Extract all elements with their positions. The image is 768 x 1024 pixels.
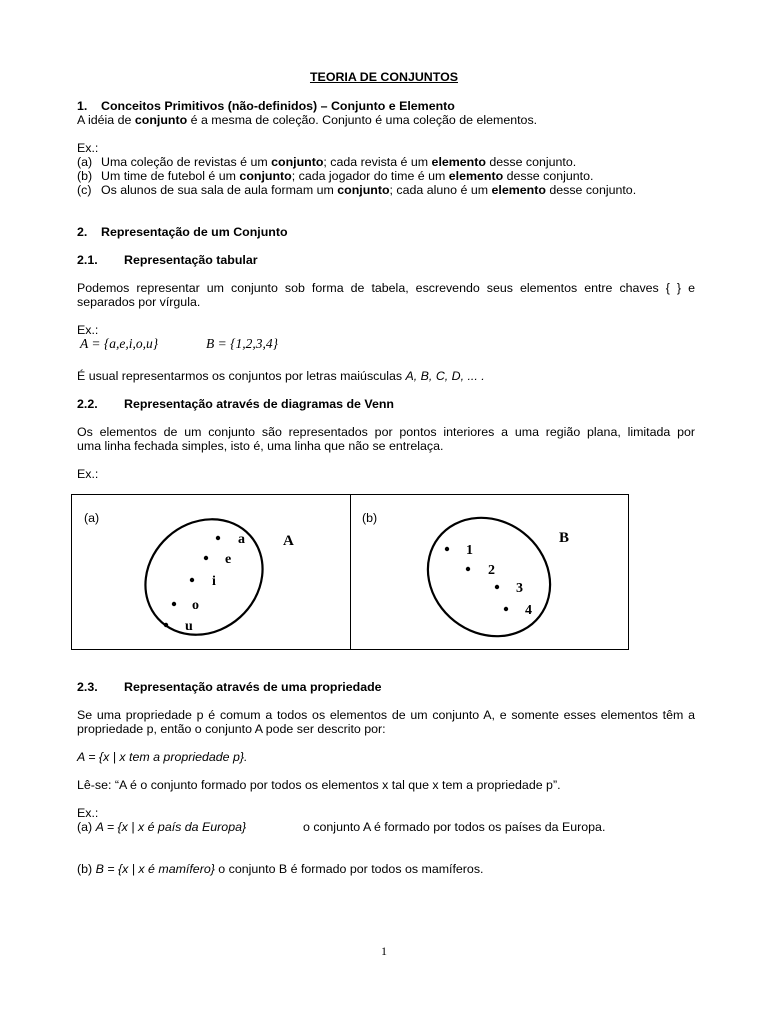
diagram-b-label: (b) [362,511,378,525]
italic-letters: A, B, C, D, ... . [405,369,485,383]
formula: A = {x | x tem a propriedade p}. [77,750,248,764]
section-2-heading [77,225,288,239]
list-item [77,155,576,169]
element-dot [445,547,449,551]
text: desse conjunto. [485,155,577,169]
element-dot [495,585,499,589]
text: é a mesma de coleção. Conjunto é uma coleção de elementos. [187,113,538,127]
paragraph-line: propriedade p, então o conjunto A pode ser descrito por: [77,722,386,736]
element-label: 2 [488,563,495,578]
element-label: o [192,598,199,613]
text: ; cada revista é um [323,155,432,169]
text: ; cada aluno é um [389,183,492,197]
element-dot [466,567,470,571]
example-label: Ex.: [77,467,99,481]
bold-term: conjunto [337,183,390,197]
list-item [77,183,636,197]
page-number: 1 [381,944,387,958]
paragraph-line: Se uma propriedade p é comum a todos os elementos de um conjunto A, e somente esses elementos têm a [77,708,695,722]
set-a-tabular [80,337,158,351]
section-title: Representação tabular [124,253,258,267]
element-label: i [212,574,216,589]
section-number: 2.3. [77,680,98,694]
section-title: Conceitos Primitivos (não-definidos) – Conjunto e Elemento [101,99,455,113]
element-dot [190,578,194,582]
example-label: Ex.: [77,141,99,155]
item-tag: (a) [77,820,96,834]
text: Um time de futebol é um [101,169,240,183]
section-2-1-heading [77,253,258,267]
formula: A = {a,e,i,o,u} [80,336,159,351]
formula: B = {1,2,3,4} [206,336,279,351]
section-title: Representação de um Conjunto [101,225,288,239]
example-label: Ex.: [77,806,99,820]
element-label: u [185,619,193,634]
venn-svg [72,495,628,649]
venn-diagrams-box [71,494,629,650]
bold-term: elemento [448,169,504,183]
section-number: 1. [77,99,88,113]
formula: A = {x | x é país da Europa} [95,820,247,834]
example-label: Ex.: [77,323,99,337]
section-title: Representação através de diagramas de Venn [124,397,394,411]
item-tag: (c) [77,183,92,197]
element-label: 1 [466,543,473,558]
text: A idéia de [77,113,135,127]
text: desse conjunto. [545,183,637,197]
example-a [77,820,246,834]
section-2-2-heading [77,397,394,411]
element-dot [204,556,208,560]
section-number: 2.1. [77,253,98,267]
bold-term: conjunto [271,155,324,169]
text: Uma coleção de revistas é um [101,155,272,169]
formula: B = {x | x é mamífero} [95,862,215,876]
paragraph-line: separados por vírgula. [77,295,201,309]
bold-term: conjunto [239,169,292,183]
text: Os alunos de sua sala de aula formam um [101,183,338,197]
diagram-a-label: (a) [84,511,100,525]
element-dot [172,602,176,606]
element-label: e [225,552,232,567]
bold-term: elemento [431,155,486,169]
text: ; cada jogador do time é um [291,169,449,183]
item-tag: (b) [77,169,93,183]
text: É usual representarmos os conjuntos por letras maiúsculas [77,369,406,383]
section-title: Representação através de uma propriedade [124,680,382,694]
paragraph-line [77,369,485,383]
bold-term: conjunto [134,113,188,127]
element-dot [164,623,168,627]
set-b-tabular [206,337,278,351]
section-2-3-heading [77,680,382,694]
item-tag: (b) [77,862,96,876]
element-label: a [238,532,245,547]
paragraph-line: uma linha fechada simples, isto é, uma linha que não se entrelaça. [77,439,444,453]
page-title: TEORIA DE CONJUNTOS [309,70,458,84]
example-a-text: o conjunto A é formado por todos os países da Europa. [303,820,606,834]
list-item [77,169,593,183]
element-dot [504,607,508,611]
set-a-ellipse [122,495,286,649]
bold-term: elemento [491,183,546,197]
section-number: 2.2. [77,397,98,411]
paragraph-line: Os elementos de um conjunto são representados por pontos interiores a uma região plana, limitada por [77,425,695,439]
formula-line [77,750,247,764]
example-b [77,862,483,876]
section-number: 2. [77,225,88,239]
set-a-name: A [283,533,294,549]
section-1-definition [77,113,537,127]
set-b-name: B [559,530,570,546]
text: desse conjunto. [503,169,594,183]
paragraph-line: Lê-se: “A é o conjunto formado por todos os elementos x tal que x tem a propriedade p”. [77,778,561,792]
section-1-heading [77,99,455,113]
element-dot [216,536,220,540]
item-tag: (a) [77,155,93,169]
paragraph-line: Podemos representar um conjunto sob forma de tabela, escrevendo seus elementos entre chaves { } e [77,281,695,295]
element-label: 4 [525,603,532,618]
element-label: 3 [516,581,523,596]
text: o conjunto B é formado por todos os mamíferos. [214,862,484,876]
